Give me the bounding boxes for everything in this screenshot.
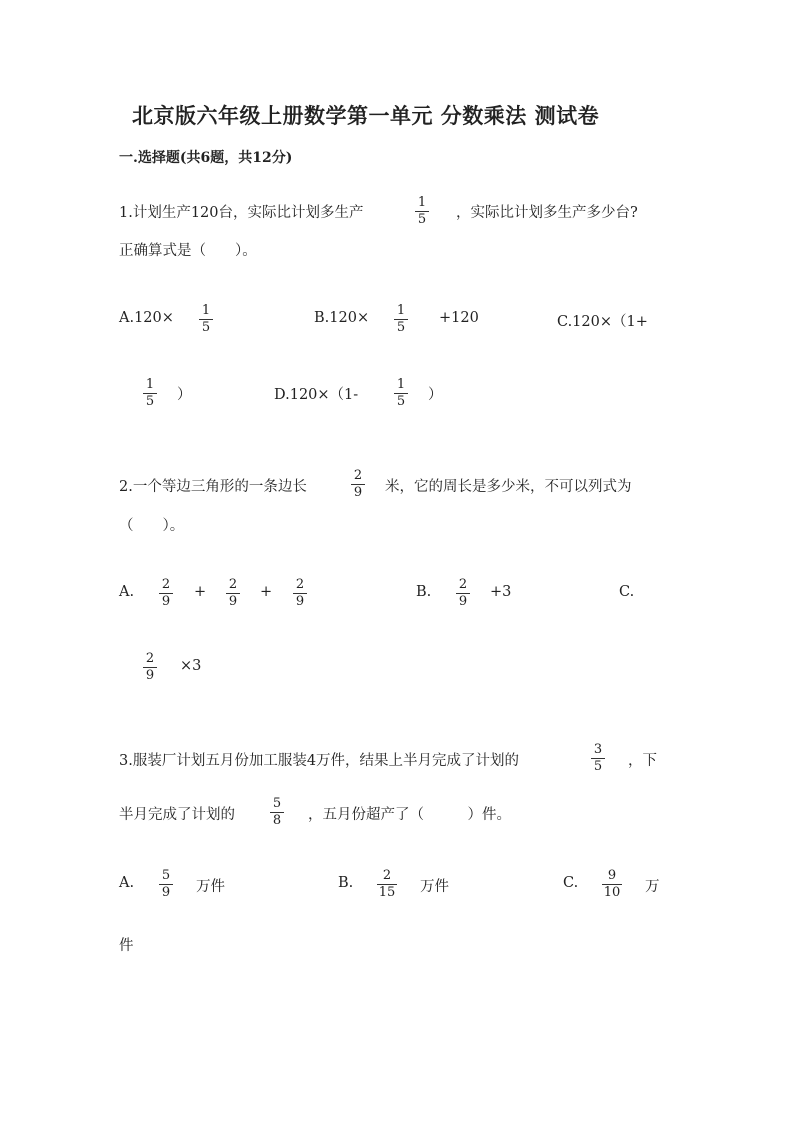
page-title: 北京版六年级上册数学第一单元 分数乘法 测试卷 <box>132 103 600 128</box>
q3-option-c-fraction: 9 10 <box>603 868 621 900</box>
q1-option-d-suffix: ） <box>428 387 443 403</box>
q1-option-a-fraction: 1 5 <box>199 304 213 335</box>
q3-option-c-label: C. <box>563 875 579 891</box>
section-heading: 一.选择题(共6题，共12分) <box>119 150 293 166</box>
q2-option-a-plus-1: + <box>194 584 207 600</box>
q2-stem-part1: 2.一个等边三角形的一条边长 <box>119 479 307 495</box>
q3-stem-part4: ，五月份超产了（ ）件。 <box>308 807 511 823</box>
q3-stem-part2: ，下 <box>628 753 657 769</box>
fraction-numerator: 1 <box>417 195 427 210</box>
q2-stem-part2: 米，它的周长是多少米，不可以列式为 <box>385 479 632 495</box>
fraction-denominator: 5 <box>417 212 427 227</box>
q2-option-b-fraction: 2 9 <box>456 578 470 609</box>
q1-option-b: B.120× <box>314 310 370 326</box>
q1-stem-fraction <box>415 196 429 227</box>
q3-option-b-unit: 万件 <box>420 879 449 895</box>
q2-option-a-plus-2: + <box>260 584 273 600</box>
q3-option-b-label: B. <box>338 875 354 891</box>
q2-stem-fraction: 2 9 <box>351 469 365 500</box>
q3-option-c-unit-wrap: 件 <box>119 938 134 954</box>
q2-option-b-label: B. <box>416 584 432 600</box>
q3-option-c-unit: 万 <box>645 879 660 895</box>
q1-option-d-fraction: 1 5 <box>394 378 408 409</box>
q2-option-a-fraction-1: 2 9 <box>159 578 173 609</box>
q2-option-c-fraction: 2 9 <box>143 652 157 683</box>
q3-stem-fraction-1: 3 5 <box>591 743 605 774</box>
q3-stem-part1: 3.服装厂计划五月份加工服装4万件，结果上半月完成了计划的 <box>119 753 520 769</box>
q1-stem-part3: 正确算式是（ ）。 <box>119 243 257 259</box>
q1-stem-part1: 1.计划生产120台，实际比计划多生产 <box>119 205 364 221</box>
q1-option-a: A.120× <box>119 310 174 326</box>
q1-option-c: C.120×（1+ <box>557 314 648 330</box>
q3-option-a-fraction: 5 9 <box>159 869 173 900</box>
q2-option-a-label: A. <box>119 584 135 600</box>
q2-option-a-fraction-3: 2 9 <box>293 578 307 609</box>
q1-stem-part2: ，实际比计划多生产多少台? <box>456 205 638 221</box>
q2-option-c-suffix: ×3 <box>180 658 202 674</box>
q3-stem-fraction-2: 5 8 <box>270 797 284 828</box>
q2-option-a-fraction-2: 2 9 <box>226 578 240 609</box>
q2-option-b-suffix: +3 <box>490 584 512 600</box>
q1-option-b-fraction: 1 5 <box>394 304 408 335</box>
q1-option-b-suffix: +120 <box>439 310 479 326</box>
q2-stem-part3: （ ）。 <box>119 518 185 534</box>
q1-option-c-fraction: 1 5 <box>143 378 157 409</box>
q1-option-c-suffix: ） <box>177 387 192 403</box>
q1-option-d: D.120×（1- <box>274 387 359 403</box>
q3-option-a-label: A. <box>119 875 135 891</box>
q3-option-b-fraction: 2 15 <box>378 868 396 900</box>
q2-option-c-label: C. <box>619 584 635 600</box>
q3-stem-part3: 半月完成了计划的 <box>119 807 235 823</box>
q3-option-a-unit: 万件 <box>196 879 225 895</box>
